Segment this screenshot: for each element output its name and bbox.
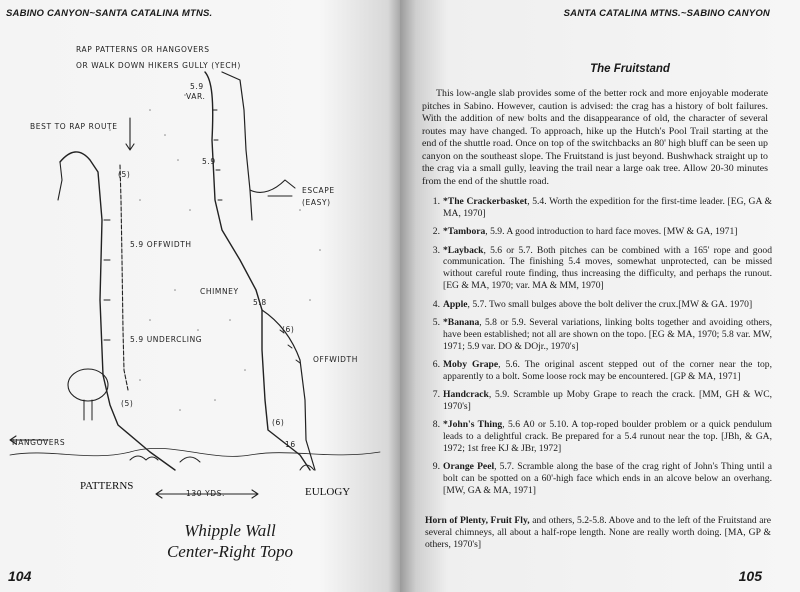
page-number-left: 104 xyxy=(8,568,32,584)
rock-stipple xyxy=(109,94,331,411)
distance-label: 130 YDS. xyxy=(186,489,226,498)
bolts-count-label: (5) xyxy=(118,170,131,179)
route-item xyxy=(416,317,772,353)
route-item xyxy=(416,226,772,238)
route-name: Apple xyxy=(443,298,468,310)
route-description: , 5.6. The original ascent stepped out of the corner near the top, apparently to a bolt. Some loose rock may be encountered. [GP & MA, 1971] xyxy=(443,358,772,382)
route-name: *Layback xyxy=(443,244,484,256)
right-tower-outline xyxy=(205,72,310,470)
route-description: , 5.8 or 5.9. Several variations, linking bolts together and avoiding others, have been established; not all are shown on the topo. [EG & MA, 1970; 5.8 var. MW, 1971; 5.9 var. DO & DOjr., 1970's] xyxy=(443,316,772,352)
eulogy-label: EULOGY xyxy=(305,486,351,498)
best-rap-label: BEST TO RAP ROUTE xyxy=(30,122,118,131)
escape-gully xyxy=(250,180,295,192)
intro-paragraph: This low-angle slab provides some of the better rock and more enjoyable moderate pitches in Sabino. However, caution is advised: the crag has a history of bolt failures. With the addition of new bolts and the disappearance of old, the character of several routes may have changed. To approach, hike up the Hutch's Pool Trail starting at the end of the shuttle road. Once on top of the switchbacks an 80' high bluff can be seen up canyon on the southeast slope. The Fruitstand is just beyond. Bushwhack straight up to the crag via a small gully, leaving the trail near a large oak tree. Allow 20-30 minutes from the end of the shuttle road. xyxy=(422,88,768,187)
route-item xyxy=(416,461,772,497)
route-list xyxy=(416,196,772,504)
route-number: 9. xyxy=(432,461,440,473)
route-number: 8. xyxy=(432,419,440,431)
bolt-marks xyxy=(104,110,300,363)
upper-grade-label: 5.9 xyxy=(202,157,216,166)
route-name: Orange Peel xyxy=(443,461,495,473)
horn-route-names: Horn of Plenty, Fruit Fly, xyxy=(425,515,530,526)
running-head-right: SANTA CATALINA MTNS.~SABINO CANYON xyxy=(563,8,770,19)
variation-grade-label: 5.9 xyxy=(190,82,204,91)
route-item xyxy=(416,389,772,413)
center-crack-line xyxy=(118,165,131,390)
route-description: , 5.9. Scramble up Moby Grape to reach the crack. [MM, GH & WC, 1970's] xyxy=(443,389,772,413)
bolts-count-label-lower: (5) xyxy=(121,399,134,408)
route-item xyxy=(416,245,772,293)
route-number-label: 16 xyxy=(285,440,296,449)
route-name: *Tambora xyxy=(443,226,486,238)
route-name: Moby Grape xyxy=(443,358,499,370)
route-description: , 5.6 A0 or 5.10. A top-roped boulder problem or a quick pendulum leads to a delightful crack. Be prepared for a 5.4 runout near the top. [JBh, & GA, 1972; 1st free KJ & JBr, 1972] xyxy=(443,419,772,455)
route-item xyxy=(416,359,772,383)
route-number: 2. xyxy=(432,226,440,238)
route-name: *Banana xyxy=(443,316,480,328)
offwidth-grade-label: 5.9 OFFWIDTH xyxy=(130,240,192,249)
route-number: 5. xyxy=(432,316,440,328)
route-number: 1. xyxy=(432,196,440,207)
undercling-grade-label: 5.9 UNDERCLING xyxy=(130,335,203,344)
route-name: *The Crackerbasket xyxy=(443,196,528,207)
horn-description: and others, 5.2-5.8. Above and to the left of the Fruitstand are several chimneys, all about a half-rope length. None are really worth doing. [MA, GP & others, 1970's] xyxy=(425,515,771,550)
topo-caption-line1: Whipple Wall xyxy=(184,521,276,540)
horn-of-plenty-paragraph xyxy=(425,515,771,551)
chimney-label: CHIMNEY xyxy=(200,287,239,296)
route-number: 7. xyxy=(432,389,440,401)
escape-label: ESCAPE xyxy=(302,186,335,195)
left-buttress-outline xyxy=(60,152,175,470)
route-number: 6. xyxy=(432,358,440,370)
route-name: Handcrack xyxy=(443,389,489,401)
offwidth-label: OFFWIDTH xyxy=(313,355,358,364)
rap-arrow xyxy=(126,118,134,150)
variation-label: VAR. xyxy=(186,92,206,101)
route-description: , 5.4. Worth the expedition for the first-time leader. [EG, GA & MA, 1970] xyxy=(443,196,772,219)
escape-sub-label: (EASY) xyxy=(302,198,331,207)
route-description: , 5.6 or 5.7. Both pitches can be combined with a 165' rope and good communication. The finishing 5.4 moves, somewhat unprotected, can be missed without careful route finding, thus increasing the difficulty, and perhaps the runout. [EG & MA, 1970; var. MA & MM, 1970] xyxy=(443,244,772,292)
hangovers-label: HANGOVERS xyxy=(12,438,66,447)
topo-caption-line2: Center-Right Topo xyxy=(166,542,294,561)
route-item xyxy=(416,419,772,455)
running-head-left: SABINO CANYON~SANTA CATALINA MTNS. xyxy=(6,8,213,19)
route-description: , 5.7. Scramble along the base of the crag right of John's Thing until a bolt can be spotted on a 60'-high face which ends in an alcove below an overhang. [MW, GA & MA, 1971] xyxy=(443,461,773,497)
route-item xyxy=(416,299,772,311)
route-number: 3. xyxy=(432,244,440,256)
bolts-count-label-right: (6) xyxy=(282,325,295,334)
page-number-right: 105 xyxy=(738,568,762,584)
route-item xyxy=(416,196,772,220)
chimney-grade-label: 5.8 xyxy=(253,298,267,307)
route-name: *John's Thing xyxy=(443,419,503,431)
topo-note-line2: OR WALK DOWN HIKERS GULLY (YECH) xyxy=(76,61,241,70)
tree xyxy=(68,369,108,401)
bolts-count-label-eulogy: (6) xyxy=(272,418,285,427)
route-number: 4. xyxy=(432,298,440,310)
ground-line xyxy=(10,448,380,456)
route-description: , 5.9. A good introduction to hard face moves. [MW & GA, 1971] xyxy=(485,226,738,238)
section-title: The Fruitstand xyxy=(590,63,670,75)
topo-note-line1: RAP PATTERNS OR HANGOVERS xyxy=(76,45,210,54)
patterns-label: PATTERNS xyxy=(80,480,134,492)
route-description: , 5.7. Two small bulges above the bolt deliver the crux.[MW & GA. 1970] xyxy=(467,298,753,310)
